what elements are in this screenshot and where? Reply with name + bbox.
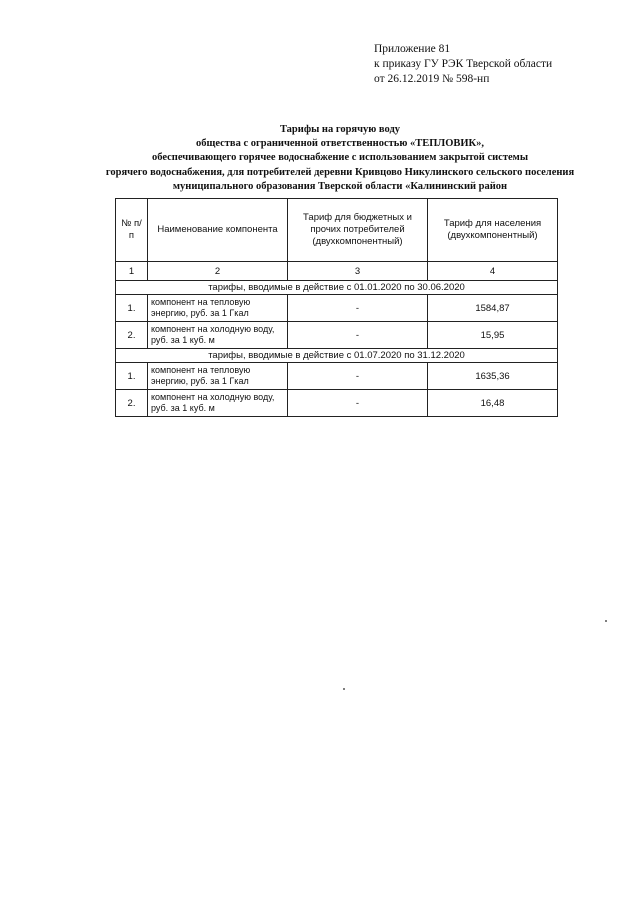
population-tariff: 1584,87 [428,295,558,322]
table-header-row [116,199,558,262]
table-row [116,322,558,349]
population-tariff: 16,48 [428,390,558,417]
row-number: 2. [116,322,148,349]
column-number: 3 [288,262,428,281]
row-number: 1. [116,363,148,390]
appendix-reference [374,42,552,87]
title-line: общества с ограниченной ответственностью «ТЕПЛОВИК», [195,138,485,150]
title-line: обеспечивающего горячее водоснабжение с использованием закрытой системы [151,152,529,164]
header-budget-tariff: Тариф для бюджетных и прочих потребителей (двухкомпонентный) [288,199,428,262]
title-line: муниципального образования Тверской области «Калининский район [172,180,508,192]
scan-speck [343,688,345,690]
header-component: Наименование компонента [148,199,288,262]
budget-tariff: - [288,390,428,417]
title-line: горячего водоснабжения, для потребителей деревни Кривцово Никулинского сельского поселения [105,166,575,178]
table-row [116,363,558,390]
table-row [116,295,558,322]
row-number: 1. [116,295,148,322]
component-name: компонент на тепловую энергию, руб. за 1 Гкал [148,363,288,390]
appendix-number: Приложение 81 [374,43,451,55]
appendix-order: к приказу ГУ РЭК Тверской области [374,58,553,70]
header-population-tariff: Тариф для населения (двухкомпонентный) [428,199,558,262]
title-line: Тарифы на горячую воду [279,124,401,135]
header-number: № п/п [116,199,148,262]
row-number: 2. [116,390,148,417]
period-row [116,349,558,363]
document-title [60,123,620,194]
budget-tariff: - [288,322,428,349]
population-tariff: 1635,36 [428,363,558,390]
period-label: тарифы, вводимые в действие с 01.07.2020 по 31.12.2020 [116,349,558,363]
column-number: 1 [116,262,148,281]
budget-tariff: - [288,363,428,390]
period-row [116,281,558,295]
budget-tariff: - [288,295,428,322]
appendix-date: от 26.12.2019 № 598-нп [374,73,490,85]
tariff-table [115,198,558,417]
column-number: 4 [428,262,558,281]
component-name: компонент на тепловую энергию, руб. за 1 Гкал [148,295,288,322]
scan-speck [605,620,607,622]
column-number: 2 [148,262,288,281]
component-name: компонент на холодную воду, руб. за 1 куб. м [148,390,288,417]
population-tariff: 15,95 [428,322,558,349]
table-row [116,390,558,417]
column-number-row [116,262,558,281]
period-label: тарифы, вводимые в действие с 01.01.2020 по 30.06.2020 [116,281,558,295]
component-name: компонент на холодную воду, руб. за 1 куб. м [148,322,288,349]
